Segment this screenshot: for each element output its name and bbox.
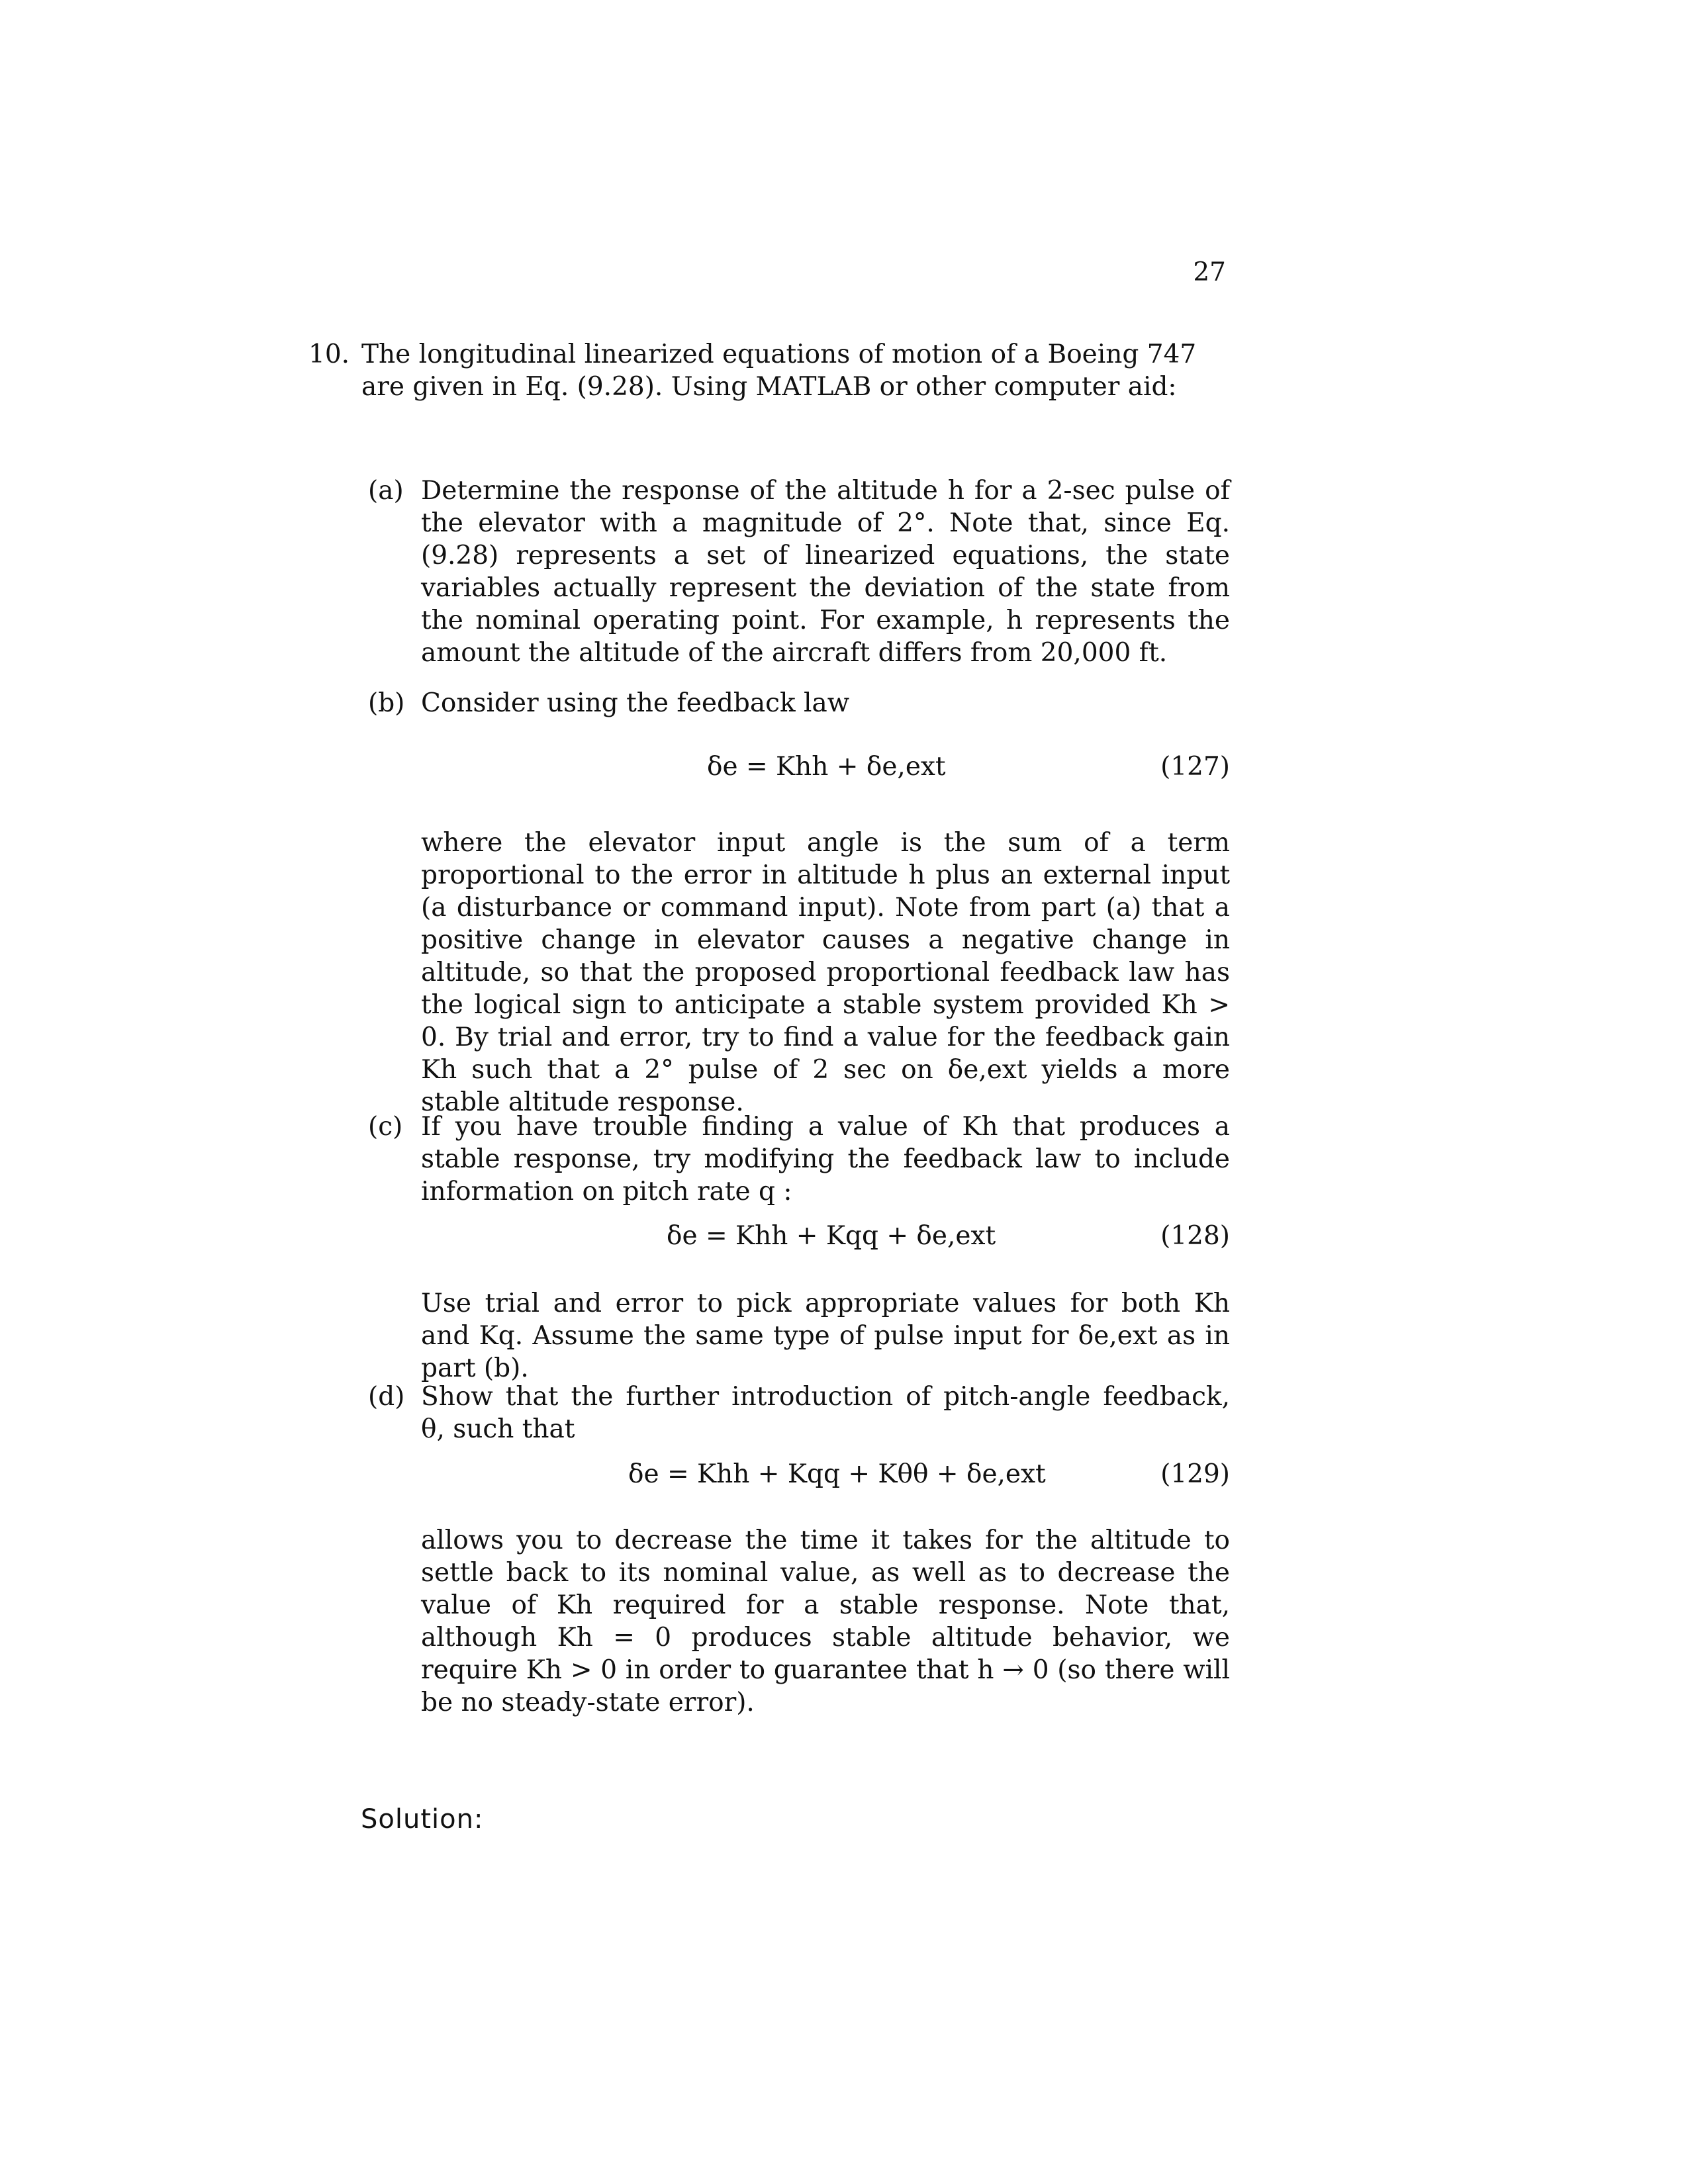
- part-a: [368, 475, 1230, 669]
- page-number: 27: [1193, 257, 1226, 287]
- equation-129-number: (129): [1160, 1459, 1230, 1489]
- equation-128-math: δe = Khh + Kqq + δe,ext: [667, 1221, 996, 1251]
- part-b: [368, 687, 1230, 719]
- part-d-text: Show that the further introduction of pitch-angle feedback, θ, such that: [421, 1382, 1230, 1444]
- solution-label: Solution:: [361, 1804, 484, 1835]
- part-b-label: (b): [368, 688, 405, 718]
- part-c-followup: Use trial and error to pick appropriate values for both Kh and Kq. Assume the same type of pulse input for δe,ext as in part (b).: [421, 1289, 1230, 1383]
- equation-128: [368, 1220, 1230, 1254]
- equation-127: [368, 751, 1230, 785]
- part-c: [368, 1111, 1230, 1208]
- problem-number: 10.: [308, 340, 350, 369]
- part-b-text: Consider using the feedback law: [421, 688, 850, 718]
- part-c-label: (c): [368, 1112, 403, 1142]
- problem-intro: The longitudinal linearized equations of motion of a Boeing 747 are given in Eq. (9.28). Using MATLAB or other computer aid:: [361, 340, 1197, 402]
- part-d: [368, 1381, 1230, 1445]
- problem-10: [308, 338, 1230, 403]
- equation-127-math: δe = Khh + δe,ext: [707, 752, 946, 782]
- equation-127-number: (127): [1160, 752, 1230, 782]
- part-b-followup: where the elevator input angle is the sum of a term proportional to the error in altitude h plus an external input (a disturbance or command input). Note from part (a) that a positive change in elevator causes a negative change in altitude, so that the proposed proportional feedback law has the logical sign to anticipate a stable system provided Kh > 0. By trial and error, try to find a value for the feedback gain Kh such that a 2° pulse of 2 sec on δe,ext yields a more stable altitude response.: [421, 828, 1230, 1117]
- equation-128-number: (128): [1160, 1221, 1230, 1251]
- equation-129: [368, 1458, 1230, 1492]
- part-d-label: (d): [368, 1382, 405, 1412]
- part-a-text: Determine the response of the altitude h for a 2-sec pulse of the elevator with a magnitude of 2°. Note that, since Eq. (9.28) represents a set of linearized equations, the state variables actually represent the deviation of the state from the nominal operating point. For example, h represents the amount the altitude of the aircraft differs from 20,000 ft.: [421, 476, 1230, 668]
- equation-129-math: δe = Khh + Kqq + Kθθ + δe,ext: [628, 1459, 1046, 1489]
- part-c-text: If you have trouble finding a value of Kh that produces a stable response, try modifying the feedback law to include information on pitch rate q :: [421, 1112, 1230, 1206]
- part-a-label: (a): [368, 476, 404, 506]
- part-d-followup: allows you to decrease the time it takes for the altitude to settle back to its nominal value, as well as to decrease the value of Kh required for a stable response. Note that, although Kh = 0 produces stable altitude behavior, we require Kh > 0 in order to guarantee that h → 0 (so there will be no steady-state error).: [421, 1525, 1230, 1717]
